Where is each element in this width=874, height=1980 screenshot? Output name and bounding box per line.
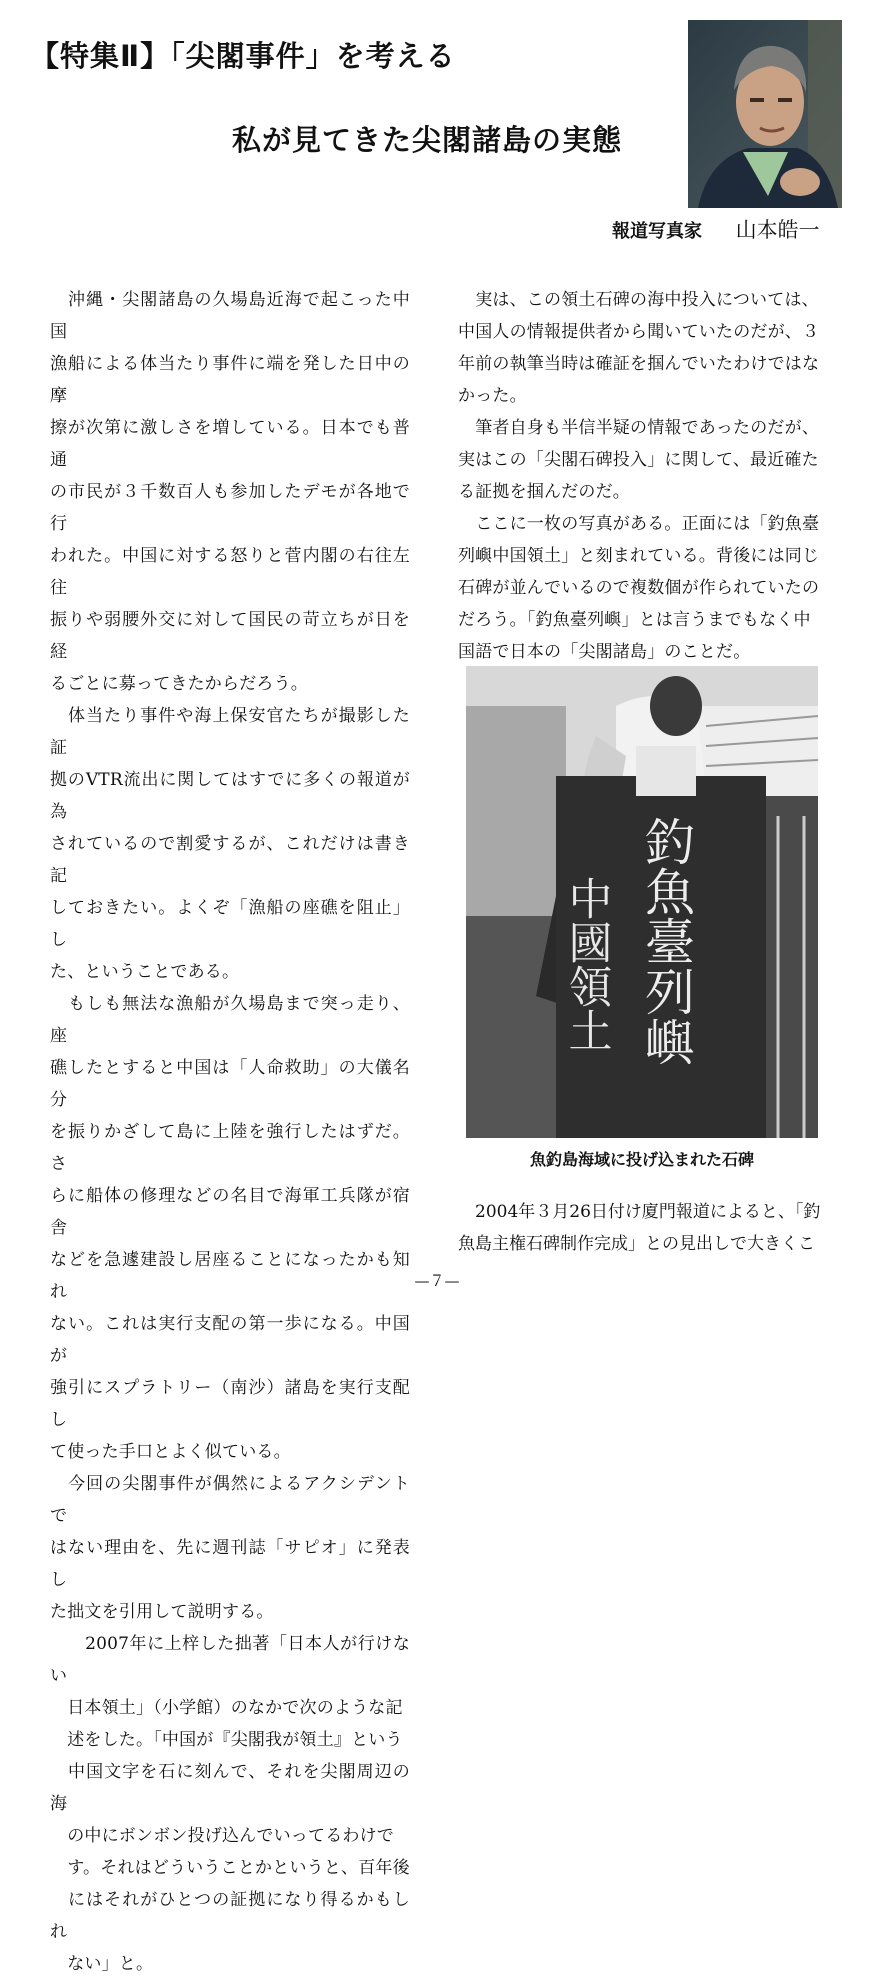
paragraph: 筆者自身も半信半疑の情報であったのだが、 実はこの「尖閣石碑投入」に関して、最近確た る証拠を掴んだのだ。 bbox=[458, 418, 820, 502]
quoted-paragraph: 2007年に上梓した拙著「日本人が行けない 日本領土」（小学館）のなかで次のような記 述をした。「中国が『尖閣我が領土』という 中国文字を石に刻んで、それを尖閣周辺の海 の中にボンボン投げ込んでいってるわけで す。それはどういうことかというと、百年後 にはそれがひとつの証拠になり得るかもしれ ない」と。 bbox=[50, 1634, 410, 1974]
page-number: —７— bbox=[414, 1272, 460, 1290]
left-column bbox=[50, 284, 410, 1980]
paragraph: 今回の尖閣事件が偶然によるアクシデントで はない理由を、先に週刊誌「サピオ」に発表し た拙文を引用して説明する。 bbox=[50, 1474, 410, 1622]
stone-inscription-right: 釣魚臺列嶼 bbox=[637, 816, 695, 1066]
stone-monument-image bbox=[466, 666, 818, 1138]
paragraph: 2004年３月26日付け廈門報道によると、「釣 魚島主権石碑制作完成」との見出しで大きくこ bbox=[458, 1202, 821, 1254]
article-title: 私が見てきた尖閣諸島の実態 bbox=[232, 123, 623, 157]
paragraph: もしも無法な漁船が久場島まで突っ走り、座 礁したとすると中国は「人命救助」の大儀名分 を振りかざして島に上陸を強行したはずだ。さ らに船体の修理などの名目で海軍工兵隊が宿舎 などを急遽建設し居座ることになったかも知れ ない。これは実行支配の第一歩になる。中国が 強引にスプラトリー（南沙）諸島を実行支配し て使った手口とよく似ている。 bbox=[50, 994, 410, 1462]
right-column bbox=[458, 284, 830, 668]
author-portrait bbox=[688, 20, 842, 208]
stone-inscription-left: 中國領土 bbox=[560, 876, 612, 1052]
byline bbox=[612, 214, 820, 244]
author-portrait-image bbox=[688, 20, 842, 208]
paragraph: 実は、この領土石碑の海中投入については、 中国人の情報提供者から聞いていたのだが、３ 年前の執筆当時は確証を掴んでいたわけではな かった。 bbox=[458, 290, 820, 406]
author-role: 報道写真家 bbox=[612, 221, 702, 242]
paragraph: 体当たり事件や海上保安官たちが撮影した証 拠のVTR流出に関してはすでに多くの報道が為 されているので割愛するが、これだけは書き記 しておきたい。よくぞ「漁船の座礁を阻止」し た、ということである。 bbox=[50, 706, 410, 982]
paragraph: ここに一枚の写真がある。正面には「釣魚臺 列嶼中国領土」と刻まれている。背後には同じ 石碑が並んでいるので複数個が作られていたの だろう。「釣魚臺列嶼」とは言うまでもなく中 国語で日本の「尖閣諸島」のことだ。 bbox=[458, 514, 820, 662]
stone-monument-photo bbox=[466, 666, 818, 1138]
article-series-title: 【特集Ⅱ】「尖閣事件」を考える bbox=[30, 39, 456, 73]
right-column-continued bbox=[458, 1196, 830, 1260]
author-name: 山本皓一 bbox=[735, 218, 820, 242]
paragraph: 沖縄・尖閣諸島の久場島近海で起こった中国 漁船による体当たり事件に端を発した日中の摩 擦が次第に激しさを増している。日本でも普通 の市民が３千数百人も参加したデモが各地で行 われた。中国に対する怒りと菅内閣の右往左往 振りや弱腰外交に対して国民の苛立ちが日を経 るごとに募ってきたからだろう。 bbox=[50, 290, 410, 694]
photo-caption: 魚釣島海域に投げ込まれた石碑 bbox=[529, 1150, 754, 1169]
